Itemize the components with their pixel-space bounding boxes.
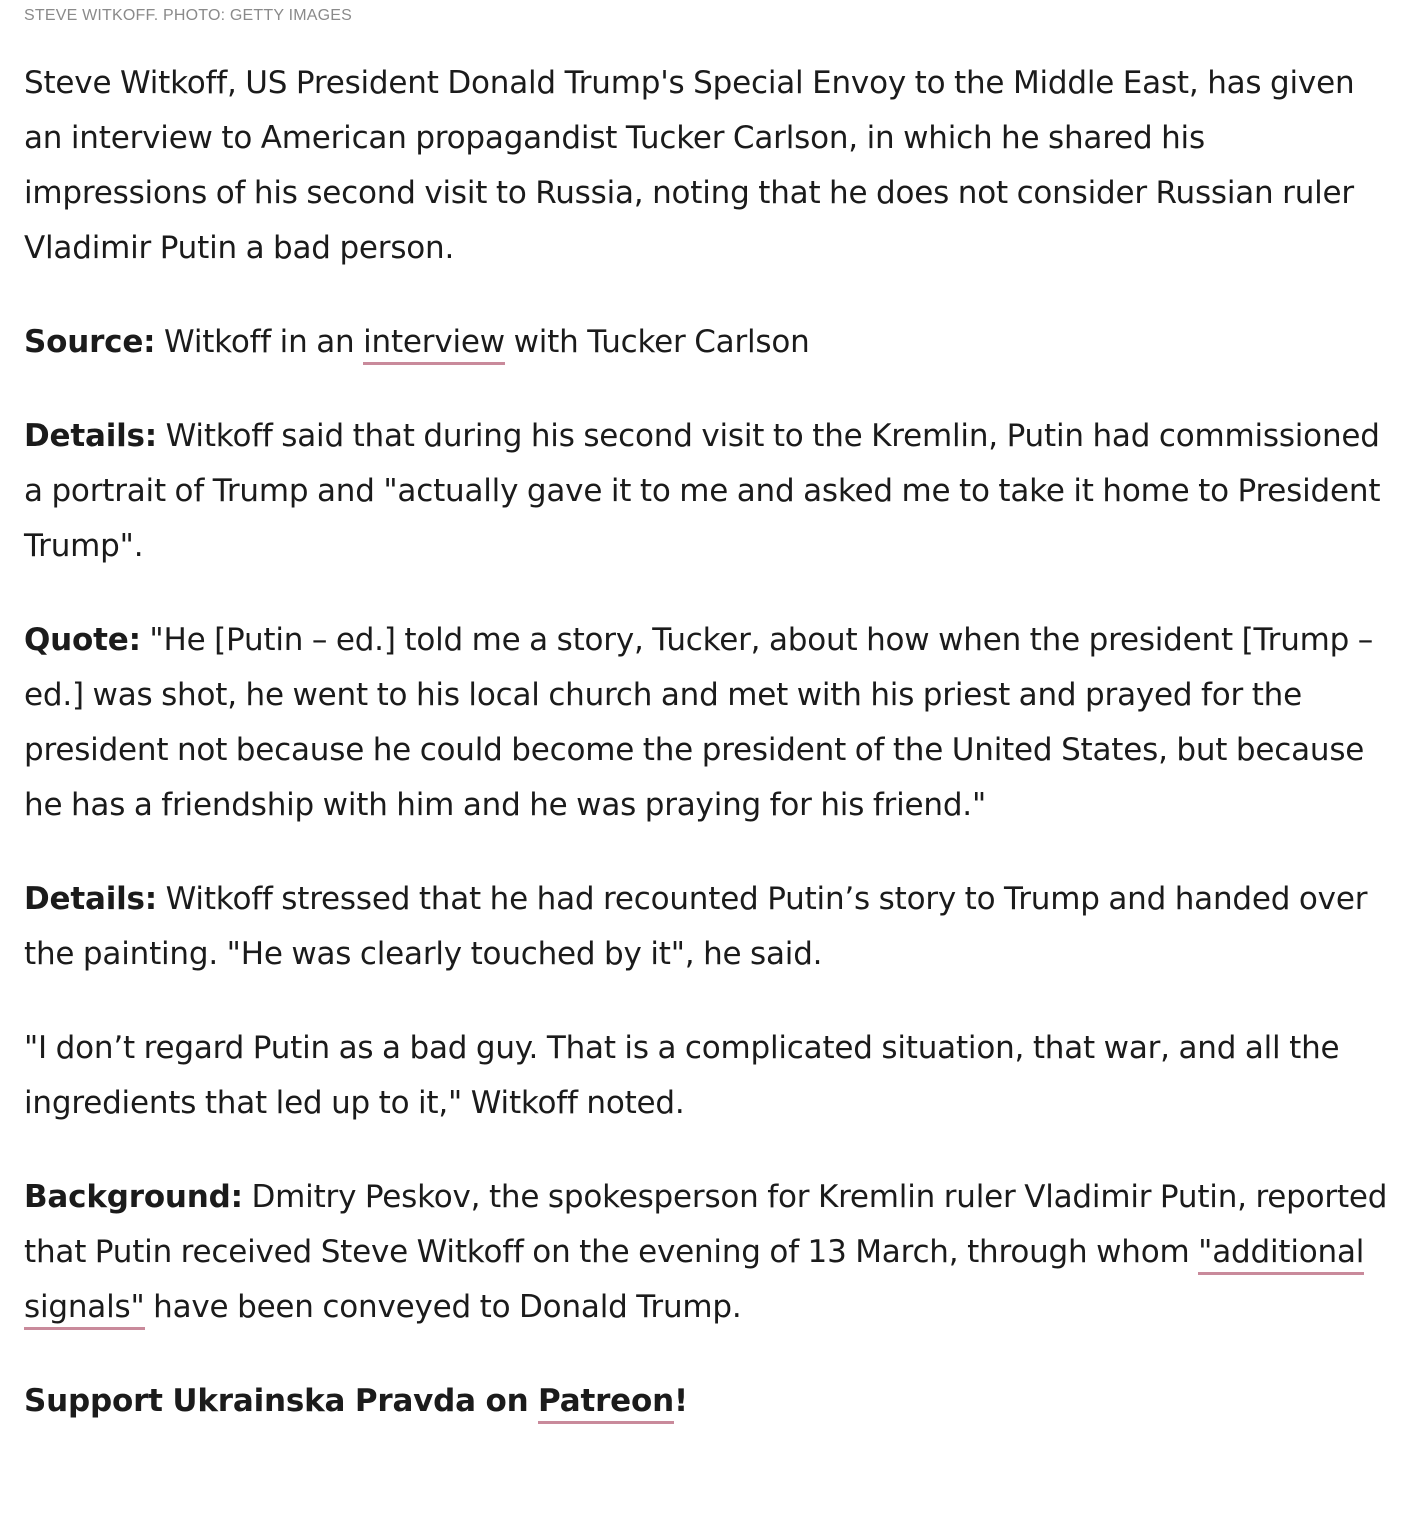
details-label-1: Details: — [24, 418, 157, 454]
quote-paragraph — [24, 613, 1394, 833]
background-label: Background: — [24, 1179, 243, 1215]
patreon-link[interactable]: Patreon — [538, 1383, 674, 1424]
source-text-after: with Tucker Carlson — [504, 324, 810, 360]
details-text-1: Witkoff said that during his second visit to the Kremlin, Putin had commissioned a portrait of Trump and "actually gave it to me and asked me to take it home to President Trump". — [24, 418, 1381, 564]
photo-caption: STEVE WITKOFF. PHOTO: GETTY IMAGES — [24, 7, 353, 24]
details-label-2: Details: — [24, 881, 157, 917]
source-text-before: Witkoff in an — [155, 324, 364, 360]
background-text-before: Dmitry Peskov, the spokesperson for Kremlin ruler Vladimir Putin, reported that Putin received Steve Witkoff on the evening of 13 March, through whom — [24, 1179, 1388, 1270]
quote-label: Quote: — [24, 622, 141, 658]
statement-paragraph: "I don’t regard Putin as a bad guy. That is a complicated situation, that war, and all the ingredients that led up to it," Witkoff noted. — [24, 1030, 1340, 1121]
background-paragraph — [24, 1170, 1394, 1335]
source-paragraph — [24, 315, 1394, 370]
article-body — [24, 0, 1394, 1429]
details-paragraph-1 — [24, 409, 1394, 574]
additional-signals-link[interactable]: "additional signals" — [24, 1234, 1364, 1330]
intro-paragraph: Steve Witkoff, US President Donald Trump's Special Envoy to the Middle East, has given an interview to American propagandist Tucker Carlson, in which he shared his impressions of his second visit to Russia, noting that he does not consider Russian ruler Vladimir Putin a bad person. — [24, 65, 1355, 266]
support-text-after: ! — [673, 1383, 688, 1419]
background-text-after: have been conveyed to Donald Trump. — [144, 1289, 742, 1325]
quote-text: "He [Putin – ed.] told me a story, Tucker, about how when the president [Trump – ed.] was shot, he went to his local church and met with his priest and prayed for the president not because he could become the president of the United States, but because he has a friendship with him and he was praying for his friend." — [24, 622, 1374, 823]
details-paragraph-2 — [24, 872, 1394, 982]
support-paragraph — [24, 1374, 1394, 1429]
support-text-before: Support Ukrainska Pravda on — [24, 1383, 539, 1419]
details-text-2: Witkoff stressed that he had recounted Putin’s story to Trump and handed over the painting. "He was clearly touched by it", he said. — [24, 881, 1368, 972]
interview-link[interactable]: interview — [363, 324, 505, 365]
source-label: Source: — [24, 324, 156, 360]
